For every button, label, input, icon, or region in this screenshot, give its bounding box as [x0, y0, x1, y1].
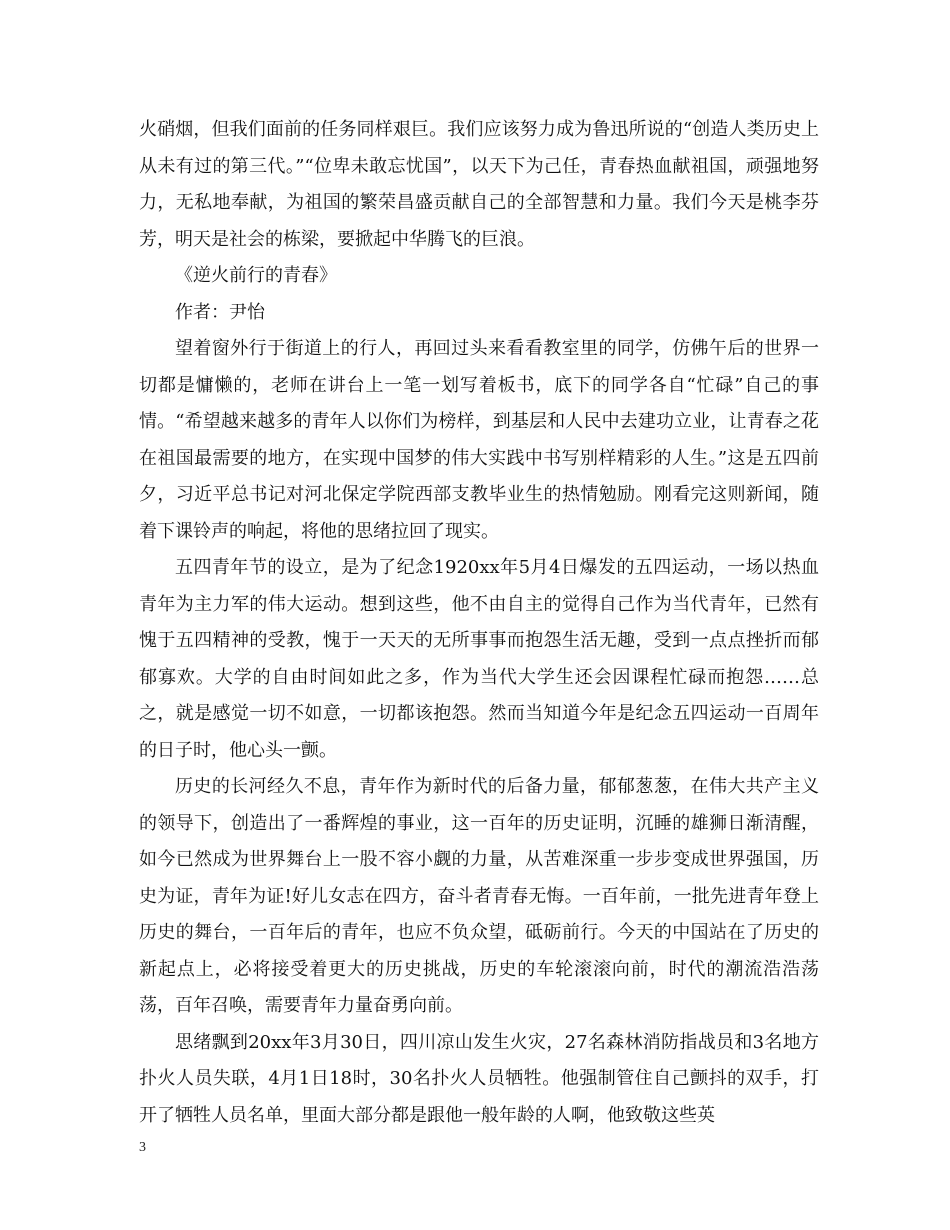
paragraph: 历史的长河经久不息，青年作为新时代的后备力量，郁郁葱葱，在伟大共产主义的领导下，创造出了一番辉煌的事业，这一百年的历史证明，沉睡的雄狮日渐清醒，如今已然成为世界舞台上一股不容小觑的力量，从苦难深重一步步变成世界强国，历史为证，青年为证!好儿女志在四方，奋斗者青春无悔。一百年前，一批先进青年登上历史的舞台，一百年后的青年，也应不负众望，砥砺前行。今天的中国站在了历史的新起点上，必将接受着更大的历史挑战，历史的车轮滚滚向前，时代的潮流浩浩荡荡，百年召唤，需要青年力量奋勇向前。	[139, 776, 819, 1016]
essay-author: 作者：尹怡	[175, 301, 265, 323]
essay-title: 《逆火前行的青春》	[175, 265, 337, 286]
paragraph-continuation: 火硝烟，但我们面前的任务同样艰巨。我们应该努力成为鲁迅所说的“创造人类历史上从未有过的第三代。”“位卑未敢忘忧国”，以天下为己任，青春热血献祖国，顽强地努力，无私地奉献，为祖国的繁荣昌盛贡献自己的全部智慧和力量。我们今天是桃李芬芳，明天是社会的栋梁，要掀起中华腾飞的巨浪。	[139, 119, 819, 250]
document-body	[139, 112, 819, 1134]
paragraph: 望着窗外行于街道上的行人，再回过头来看看教室里的同学，仿佛午后的世界一切都是慵懒的，老师在讲台上一笔一划写着板书，底下的同学各自“忙碌”自己的事情。“希望越来越多的青年人以你们为榜样，到基层和人民中去建功立业，让青春之花在祖国最需要的地方，在实现中国梦的伟大实践中书写别样精彩的人生。”这是五四前夕，习近平总书记对河北保定学院西部支教毕业生的热情勉励。刚看完这则新闻，随着下课铃声的响起，将他的思绪拉回了现实。	[139, 338, 819, 542]
paragraph: 五四青年节的设立，是为了纪念1920xx年5月4日爆发的五四运动，一场以热血青年为主力军的伟大运动。想到这些，他不由自主的觉得自己作为当代青年，已然有愧于五四精神的受教，愧于一天天的无所事事而抱怨生活无趣，受到一点点挫折而郁郁寡欢。大学的自由时间如此之多，作为当代大学生还会因课程忙碌而抱怨……总之，就是感觉一切不如意，一切都该抱怨。然而当知道今年是纪念五四运动一百周年的日子时，他心头一颤。	[139, 557, 819, 761]
page-number: 3	[139, 1140, 146, 1155]
paragraph: 思绪飘到20xx年3月30日，四川凉山发生火灾，27名森林消防指战员和3名地方扑火人员失联，4月1日18时，30名扑火人员牺牲。他强制管住自己颤抖的双手，打开了牺牲人员名单，里面大部分都是跟他一般年龄的人啊，他致敬这些英	[139, 1031, 819, 1126]
